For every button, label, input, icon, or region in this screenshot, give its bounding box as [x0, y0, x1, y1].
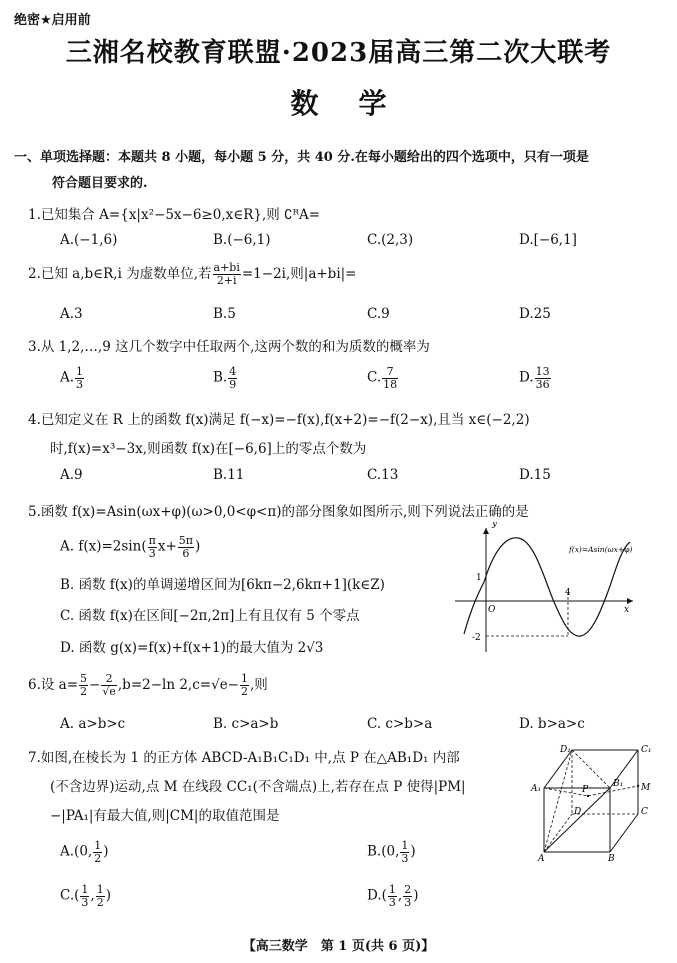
q4-option-a: A.9 [60, 467, 83, 483]
q3-c-num: 7 [382, 366, 398, 379]
section-heading-line2: 符合题目要求的. [52, 176, 148, 191]
q7-d-mid: , [397, 887, 403, 904]
q2-frac-den: 2+i [216, 274, 237, 287]
q7-option-d [367, 884, 419, 908]
q5-function-graph [450, 522, 640, 657]
q6-frac2 [101, 673, 117, 697]
q2-option-a: A.3 [60, 306, 83, 322]
segment-ad1 [544, 750, 572, 852]
q7-d-num: 1 [388, 883, 396, 896]
q7-option-b [367, 840, 416, 864]
q3-a-den: 3 [76, 377, 84, 391]
q5-a-post: ) [195, 538, 201, 555]
q7-b-den: 3 [401, 851, 409, 865]
segment-ab1 [544, 788, 610, 852]
q5-a-f1-num: π [148, 534, 156, 547]
subject-title: 数学 [290, 87, 427, 120]
q6-option-b: B. c>a>b [213, 716, 279, 732]
q3-b-num: 4 [229, 365, 237, 378]
q7-a-frac [93, 840, 102, 864]
graph-x-label: x [624, 605, 630, 615]
q6-mid: ,b=2−ln 2,c=√e− [117, 677, 239, 693]
q7-b-left: (0, [381, 843, 400, 860]
q2-stem-pre: 2.已知 a,b∈R,i 为虚数单位,若 [28, 266, 212, 282]
q2-fraction [213, 262, 241, 286]
label-b: B [608, 854, 615, 862]
q6-option-c: C. c>b>a [367, 716, 433, 732]
label-c1: C₁ [641, 745, 652, 755]
point-p [587, 795, 589, 797]
q7-d-num2: 2 [404, 883, 412, 896]
label-d1: D₁ [560, 745, 571, 755]
q3-d-label: D. [519, 369, 534, 386]
x-axis-arrow [627, 598, 633, 604]
edge-a1d1 [544, 750, 572, 788]
q7-b-right: ) [410, 843, 416, 860]
graph-tick-neg2: -2 [472, 633, 481, 643]
q7-c-frac1 [80, 884, 89, 908]
y-axis-arrow [483, 528, 489, 534]
q3-c-fraction [382, 366, 398, 390]
q7-a-den: 2 [94, 851, 102, 865]
q4-option-d: D.15 [519, 467, 551, 483]
q7-a-label: A. [60, 843, 75, 860]
q7-b-num: 1 [401, 839, 409, 852]
question-7-line3: −|PA₁|有最大值,则|CM|的取值范围是 [50, 808, 280, 824]
q7-a-right: ) [103, 843, 109, 860]
q7-d-frac2 [403, 884, 412, 908]
q7-d-den2: 3 [404, 895, 412, 909]
edge-ad [544, 814, 572, 852]
q7-c-label: C. [60, 887, 75, 904]
q7-a-left: (0, [74, 843, 93, 860]
q7-d-label: D. [367, 887, 382, 904]
q7-b-label: B. [367, 843, 382, 860]
q7-option-c [60, 884, 111, 908]
question-4-line2: 时,f(x)=x³−3x,则函数 f(x)在[−6,6]上的零点个数为 [50, 441, 367, 457]
q1-option-d: D.[−6,1] [519, 232, 577, 248]
q3-option-a [60, 366, 85, 390]
q2-option-c: C.9 [367, 306, 390, 322]
question-6-stem [28, 673, 268, 698]
q6-option-a: A. a>b>c [60, 716, 126, 732]
q2-option-b: B.5 [213, 306, 236, 322]
q5-option-a [60, 535, 200, 559]
q7-d-right: ) [413, 887, 419, 904]
q7-d-frac1 [388, 884, 397, 908]
q5-a-frac2 [178, 535, 194, 559]
q5-a-f2-num: 5π [178, 534, 193, 547]
q5-option-c: C. 函数 f(x)在区间[−2π,2π]上有且仅有 5 个零点 [60, 608, 360, 624]
q6-f2-num: 2 [101, 673, 117, 686]
q5-a-mid: x+ [157, 538, 177, 555]
q4-option-b: B.11 [213, 467, 245, 483]
q6-f2-den: √e [102, 685, 116, 698]
q7-c-right: ) [105, 887, 111, 904]
q6-post: ,则 [250, 677, 268, 693]
q6-f3-den: 2 [241, 685, 248, 698]
q5-a-f1-den: 3 [148, 546, 156, 560]
q6-option-d: D. b>a>c [519, 716, 585, 732]
q3-a-num: 1 [76, 365, 84, 378]
q7-a-num: 1 [94, 839, 102, 852]
graph-origin-label: O [488, 605, 496, 615]
label-b1: B₁ [613, 779, 624, 789]
label-c: C [641, 807, 648, 817]
q3-option-d [519, 366, 552, 390]
q7-c-den2: 2 [96, 895, 104, 909]
q7-d-den: 3 [388, 895, 396, 909]
question-3-stem: 3.从 1,2,…,9 这几个数字中任取两个,这两个数的和为质数的概率为 [28, 339, 430, 355]
q1-option-c: C.(2,3) [367, 232, 414, 248]
q7-d-left: ( [381, 887, 387, 904]
label-a1: A₁ [531, 784, 542, 794]
point-m [637, 785, 639, 787]
q6-minus: − [89, 677, 101, 693]
question-5-stem: 5.函数 f(x)=Asin(ωx+φ)(ω>0,0<φ<π)的部分图象如图所示,则下列说法正确的是 [28, 504, 529, 520]
q3-c-den: 18 [383, 377, 398, 391]
q3-d-fraction [535, 366, 551, 390]
confidential-mark: 绝密★启用前 [14, 13, 91, 28]
q6-f1-den: 2 [80, 685, 88, 698]
q5-a-f2-den: 6 [182, 546, 190, 560]
q3-a-label: A. [60, 369, 75, 386]
q3-option-c [367, 366, 399, 390]
page-footer: 【高三数学 第 1 页(共 6 页)】 [242, 939, 435, 954]
q7-c-num: 1 [81, 883, 89, 896]
q6-f1-num: 5 [80, 672, 88, 686]
edge-bc [610, 814, 638, 852]
q5-option-d: D. 函数 g(x)=f(x)+f(x+1)的最大值为 2√3 [60, 640, 324, 656]
q4-option-c: C.13 [367, 467, 399, 483]
label-a: A [538, 854, 545, 862]
segment-d1b1 [572, 750, 610, 788]
graph-function-label: f(x)=Asin(ωx+φ) [569, 545, 633, 554]
q7-c-left: ( [74, 887, 80, 904]
question-2-stem [28, 262, 357, 287]
label-m: M [641, 783, 651, 793]
q7-c-den: 3 [81, 895, 89, 909]
graph-tick-1: 1 [476, 573, 482, 583]
q1-option-b: B.(−6,1) [213, 232, 271, 248]
q3-option-b [213, 366, 238, 390]
q6-pre: 6.设 a= [28, 677, 79, 693]
question-7-line2: (不含边界)运动,点 M 在线段 CC₁(不含端点)上,若存在点 P 使得|PM| [50, 779, 466, 795]
question-1-stem: 1.已知集合 A={x|x²−5x−6≥0,x∈R},则 ∁ᴿA= [28, 207, 321, 223]
q7-c-mid: , [90, 887, 95, 904]
q6-frac3 [240, 673, 249, 697]
q3-b-label: B. [213, 369, 228, 386]
q3-b-fraction [228, 366, 237, 390]
exam-title: 三湘名校教育联盟·2023届高三第二次大联考 [65, 38, 612, 68]
q5-a-pre: A. f(x)=2sin( [60, 538, 147, 555]
q1-option-a: A.(−1,6) [60, 232, 118, 248]
q7-c-num2: 1 [96, 883, 104, 896]
q7-option-a [60, 840, 108, 864]
q2-stem-post: =1−2i,则|a+bi|= [241, 266, 357, 282]
q3-a-fraction [75, 366, 84, 390]
q3-d-num: 13 [535, 365, 550, 378]
q7-cube-diagram [530, 740, 660, 862]
question-7-line1: 7.如图,在棱长为 1 的正方体 ABCD-A₁B₁C₁D₁ 中,点 P 在△AB₁D₁ 内部 [28, 750, 460, 766]
label-p: P [582, 785, 589, 795]
q7-b-frac [400, 840, 409, 864]
q5-option-b: B. 函数 f(x)的单调递增区间为[6kπ−2,6kπ+1](k∈Z) [60, 577, 385, 593]
q2-frac-num: a+bi [213, 261, 240, 275]
graph-tick-4: 4 [565, 588, 571, 598]
section-heading-line1: 一、单项选择题：本题共 8 小题，每小题 5 分，共 40 分.在每小题给出的四个选项中，只有一项是 [14, 150, 589, 165]
q7-c-frac2 [96, 884, 105, 908]
q2-option-d: D.25 [519, 306, 551, 322]
q3-b-den: 9 [229, 377, 237, 391]
q6-frac1 [79, 673, 88, 697]
q3-c-label: C. [367, 369, 382, 386]
q5-a-frac1 [148, 535, 157, 559]
label-d: D [574, 807, 582, 817]
graph-y-label: y [492, 522, 498, 529]
q6-f3-num: 1 [241, 672, 248, 686]
q3-d-den: 36 [535, 377, 550, 391]
question-4-line1: 4.已知定义在 R 上的函数 f(x)满足 f(−x)=−f(x),f(x+2)=−f(2−x),且当 x∈(−2,2) [28, 412, 530, 428]
